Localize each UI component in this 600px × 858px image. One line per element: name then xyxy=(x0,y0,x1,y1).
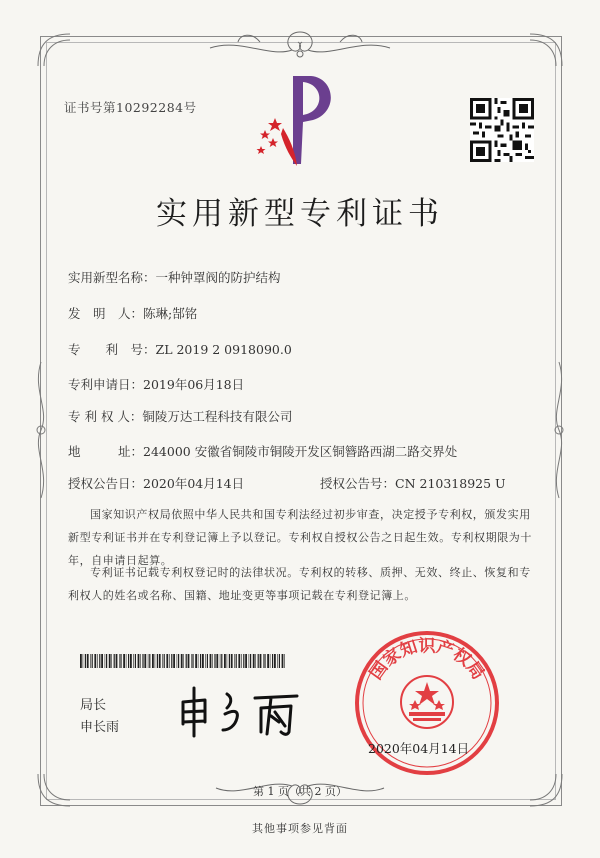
director-signature xyxy=(175,680,305,740)
inventor-label: 发 明 人： xyxy=(68,306,144,321)
legal-status-paragraph: 专利证书记载专利权登记时的法律状况。专利权的转移、质押、无效、终止、恢复和专利权人的姓名或名称、国籍、地址变更等事项记载在专利登记簿上。 xyxy=(68,566,531,602)
patentee-label: 专 利 权 人： xyxy=(68,409,143,424)
utility-model-name-value: 一种钟罩阀的防护结构 xyxy=(155,270,281,285)
corner-ornament-top-right xyxy=(526,30,566,70)
grant-date-row xyxy=(68,474,244,492)
patentee-value: 铜陵万达工程科技有限公司 xyxy=(142,409,293,424)
inventor-row xyxy=(68,304,197,322)
back-note: 其他事项参见背面 xyxy=(252,822,348,835)
certificate-title: 实用新型专利证书 xyxy=(156,196,444,232)
utility-model-name-label: 实用新型名称： xyxy=(68,270,156,285)
certificate-number: 证书号第10292284号 xyxy=(64,100,197,115)
patent-office-logo xyxy=(253,68,345,172)
seal-date: 2020年04月14日 xyxy=(368,741,470,756)
page-indicator: 第 1 页（共 2 页） xyxy=(253,785,347,798)
seal-text: 国家知识产权局 xyxy=(366,636,488,684)
grant-date-value: 2020年04月14日 xyxy=(143,476,245,491)
patent-number-label: 专 利 号： xyxy=(68,342,156,357)
address-label: 地 址： xyxy=(68,444,144,459)
right-ornament xyxy=(548,360,570,500)
patent-number-value: ZL 2019 2 0918090.0 xyxy=(155,342,292,357)
qr-code xyxy=(470,98,534,162)
barcode xyxy=(80,654,288,668)
address-value: 244000 安徽省铜陵市铜陵开发区铜簪路西湖二路交界处 xyxy=(143,444,458,459)
top-ornament xyxy=(200,28,400,62)
left-ornament xyxy=(30,360,52,500)
patent-number-row xyxy=(68,340,292,358)
director-title: 局长 xyxy=(80,698,107,713)
filing-date-label: 专利申请日： xyxy=(68,377,144,392)
grant-number-value: CN 210318925 U xyxy=(395,476,506,491)
inventor-value: 陈琳;郜铭 xyxy=(143,306,198,321)
corner-ornament-top-left xyxy=(34,30,74,70)
filing-date-row xyxy=(68,375,244,393)
filing-date-value: 2019年06月18日 xyxy=(143,377,245,392)
grant-number-label: 授权公告号： xyxy=(320,476,396,491)
grant-date-label: 授权公告日： xyxy=(68,476,144,491)
address-row xyxy=(68,442,457,460)
grant-number-row xyxy=(320,474,506,492)
grant-statement-paragraph: 国家知识产权局依照中华人民共和国专利法经过初步审查，决定授予专利权，颁发实用新型专利证书并在专利登记簿上予以登记。专利权自授权公告之日起生效。专利权期限为十年，自申请日起算。 xyxy=(68,508,532,567)
director-name: 申长雨 xyxy=(80,720,120,735)
patentee-row xyxy=(68,407,292,425)
utility-model-name-row xyxy=(68,268,281,286)
